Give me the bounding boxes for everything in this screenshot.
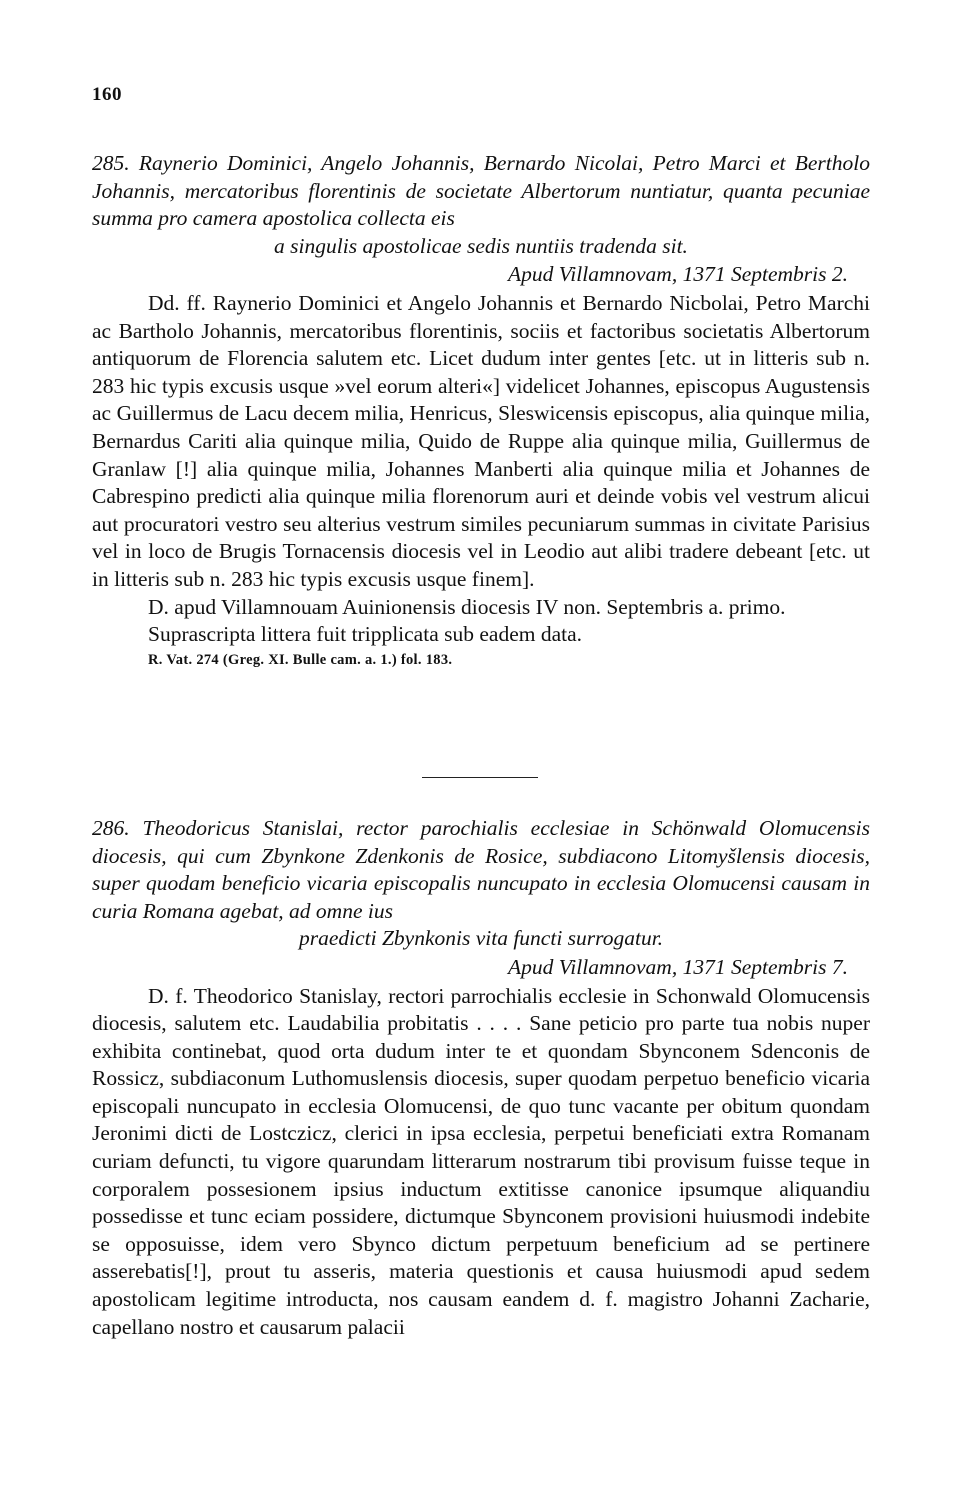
entry-286	[92, 815, 870, 1341]
section-divider	[422, 777, 538, 778]
page-number: 160	[92, 84, 122, 105]
entry-heading-text: Theodoricus Stanislai, rector parochialis ecclesiae in Schönwald Olomucensis diocesis, qui cum Zbynkone Zdenkonis de Rosice, subdiacono Litomyšlensis diocesis, super quodam beneficio vicaria episcopalis nuncupato in ecclesia Olomucensi causam in curia Romana agebat, ad omne ius	[92, 816, 870, 923]
entry-note: Suprascripta littera fuit tripplicata sub eadem data.	[148, 622, 583, 647]
entry-date: Apud Villamnovam, 1371 Septembris 2.	[508, 262, 848, 286]
entry-closing: D. apud Villamnouam Auinionensis diocesis IV non. Septembris a. primo.	[148, 594, 786, 619]
entry-heading	[92, 150, 870, 233]
entry-heading-last-line: a singulis apostolicae sedis nuntiis tradenda sit.	[274, 233, 688, 258]
entry-body: Dd. ff. Raynerio Dominici et Angelo Johannis et Bernardo Nicbolai, Petro Marchi ac Bartholo Johannis, mercatoribus florentinis, sociis et factoribus societatis Albertorum antiquorum de Florencia salutem etc. Licet dudum inter gentes [etc. ut in litteris sub n. 283 hic typis excusis usque »vel eorum alteri«] videlicet Johannes, episcopus Augustensis ac Guillermus de Lacu decem milia, Henricus, Sleswicensis episcopus, alia quinque milia, Bernardus Cariti alia quinque milia, Quido de Ruppe alia quinque milia, Guillermus de Granlaw [!] alia quinque milia, Johannes Manberti alia quinque milia et Johannes de Cabrespino predicti alia quinque milia florenorum auri et deinde vobis vel vestrum alicui aut procuratori vestro seu alterius vestrum similes pecuniarum summas in civitate Parisius vel in loco de Brugis Tornacensis diocesis vel in Leodio aut alibi tradere debeant [etc. ut in litteris sub n. 283 hic typis excusis usque finem].	[92, 291, 870, 591]
entry-heading	[92, 815, 870, 925]
entry-285	[92, 150, 870, 671]
entry-number: 285.	[92, 151, 130, 175]
entry-source: R. Vat. 274 (Greg. XI. Bulle cam. a. 1.) fol. 183.	[148, 651, 453, 668]
entry-heading-text: Raynerio Dominici, Angelo Johannis, Bernardo Nicolai, Petro Marci et Bertholo Johannis, mercatoribus florentinis de societate Albertorum nuntiatur, quanta pecuniae summa pro camera apostolica collecta eis	[92, 151, 871, 230]
entry-body: D. f. Theodorico Stanislay, rectori parrochialis ecclesie in Schonwald Olomucensis diocesis, salutem etc. Laudabilia probitatis . . . . Sane peticio pro parte tua nobis nuper exhibita continebat, quod orta dudum inter te et quondam Sbynconem Sdenconis de Rossicz, subdiaconum Luthomuslensis diocesis, super quodam perpetuo beneficio vicaria episcopali nuncupato in ecclesia Olomucensi, de quo tunc vacante per obitum quondam Jeronimi dicti de Lostczicz, clerici in ipsa ecclesia, perpetui beneficiati extra Romanam curiam defuncti, tu vigore quarundam litterarum nostrarum tibi provisum fuisse teque in corporalem possesionem ipsius inductum extitisse canonice ipsumque aliquandiu possedisse et tunc eciam possidere, dictumque Sbynconem provisioni huiusmodi indebite se opposuisse, idem vero Sbynco dictum perpetuum beneficium ad se pertinere asserebatis[!], prout tu asseris, materia questionis et causa huiusmodi apud sedem apostolicam legitime introducta, nos causam eandem d. f. magistro Johanni Zacharie, capellano nostro et causarum palacii	[92, 983, 870, 1339]
entry-date: Apud Villamnovam, 1371 Septembris 7.	[508, 954, 848, 979]
entry-heading-last-line: praedicti Zbynkonis vita functi surrogatur.	[298, 926, 664, 950]
entry-number: 286.	[92, 816, 130, 840]
